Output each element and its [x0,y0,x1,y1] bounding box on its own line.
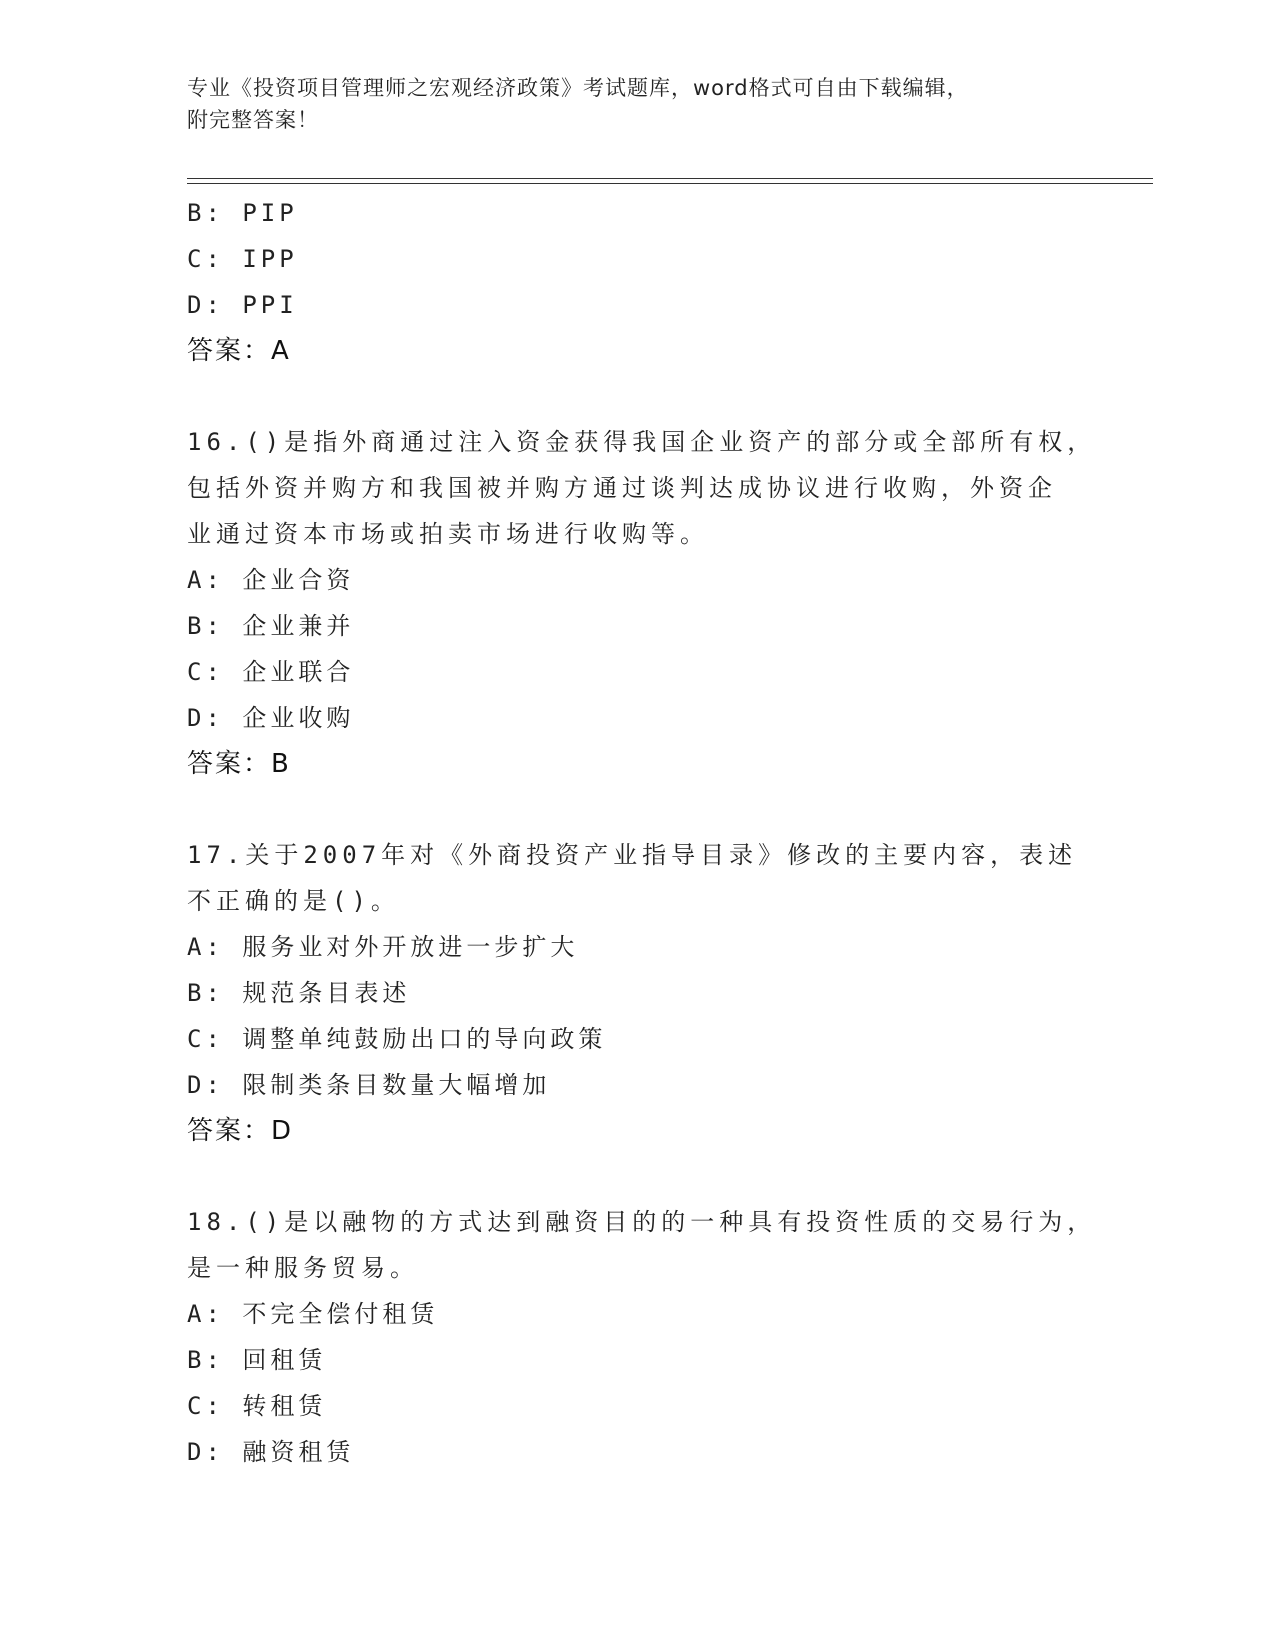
stem-line: 是一种服务贸易。 [187,1254,419,1282]
stem-line: 包括外资并购方和我国被并购方通过谈判达成协议进行收购，外资企 [187,474,1057,502]
option-c: C: IPP [187,245,298,273]
stem-line: 不正确的是()。 [187,887,400,915]
prev-question [187,190,1087,374]
option-d: D: 限制类条目数量大幅增加 [187,1071,551,1099]
question-stem [187,419,1097,557]
document-header [187,72,1087,136]
header-line-2: 附完整答案！ [187,108,319,132]
stem-line: 16.()是指外商通过注入资金获得我国企业资产的部分或全部所有权， [187,428,1097,456]
stem-line: 18.()是以融物的方式达到融资目的的一种具有投资性质的交易行为， [187,1208,1097,1236]
option-b: B: PIP [187,199,298,227]
header-divider-top [187,178,1153,179]
option-a: A: 企业合资 [187,566,355,594]
option-b: B: 回租赁 [187,1346,327,1374]
header-line-1: 专业《投资项目管理师之宏观经济政策》考试题库，word格式可自由下载编辑， [187,76,969,100]
stem-line: 业通过资本市场或拍卖市场进行收购等。 [187,520,709,548]
question-stem [187,832,1087,924]
option-c: C: 调整单纯鼓励出口的导向政策 [187,1025,607,1053]
header-divider-bottom [187,183,1153,184]
option-a: A: 服务业对外开放进一步扩大 [187,933,579,961]
option-c: C: 企业联合 [187,658,355,686]
option-c: C: 转租赁 [187,1392,327,1420]
question-stem [187,1199,1097,1291]
stem-line: 17.关于2007年对《外商投资产业指导目录》修改的主要内容，表述 [187,841,1078,869]
question-16 [187,419,1097,787]
answer: 答案：A [187,336,291,366]
option-b: B: 规范条目表述 [187,979,411,1007]
question-17 [187,832,1087,1154]
option-a: A: 不完全偿付租赁 [187,1300,439,1328]
option-d: D: PPI [187,291,298,319]
question-content [187,190,1097,1475]
question-18 [187,1199,1097,1475]
answer: 答案：D [187,1116,294,1146]
answer: 答案：B [187,749,291,779]
option-b: B: 企业兼并 [187,612,355,640]
option-d: D: 融资租赁 [187,1438,355,1466]
option-d: D: 企业收购 [187,704,355,732]
